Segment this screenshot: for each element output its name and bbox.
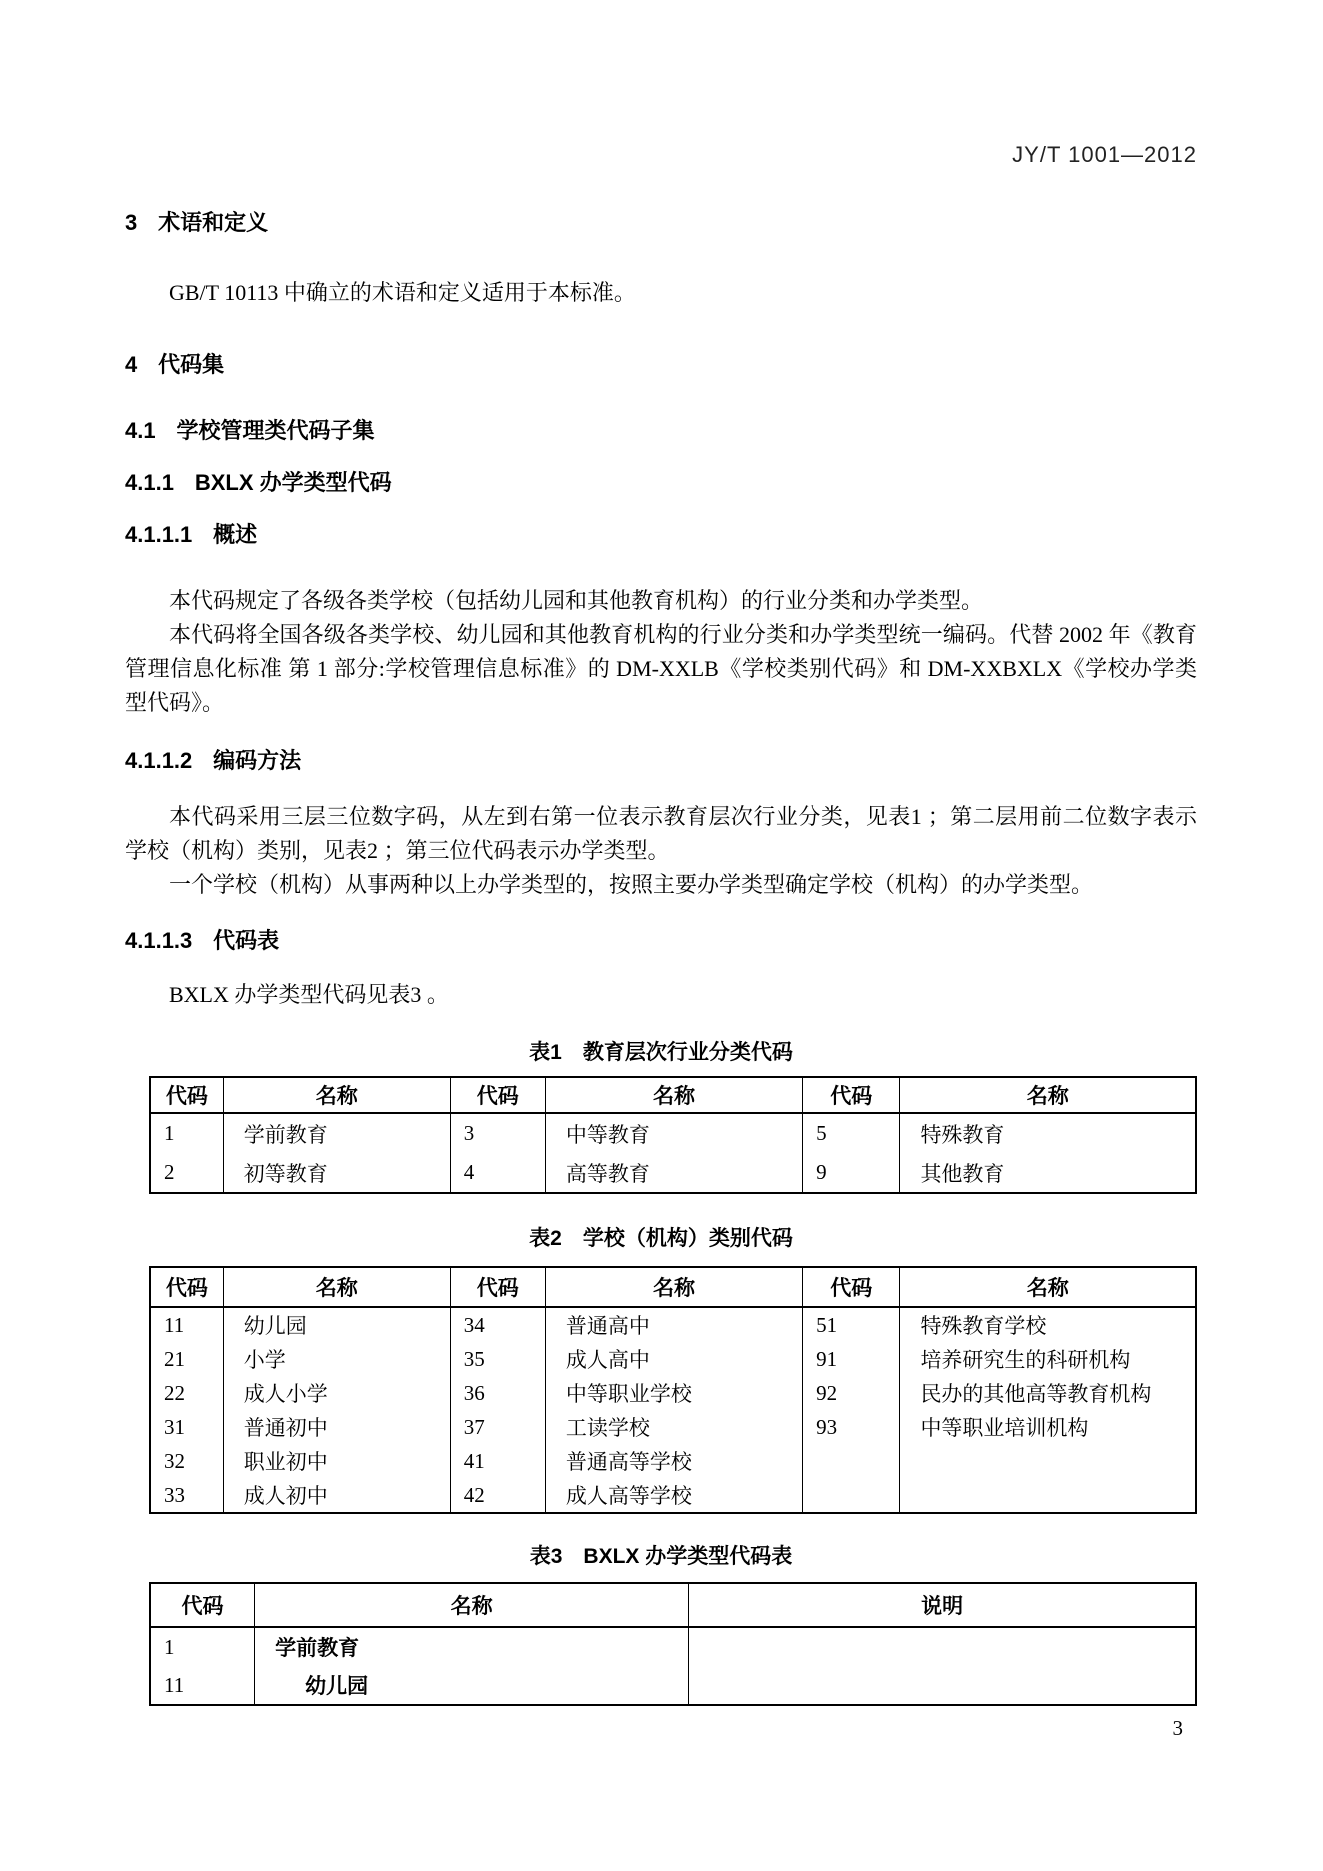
paragraph-overview-1: 本代码规定了各级各类学校（包括幼儿园和其他教育机构）的行业分类和办学类型。: [169, 588, 984, 613]
code-cell: 1: [150, 1627, 255, 1666]
code-cell: 4: [450, 1153, 545, 1193]
section-number: 4.1.1.2: [125, 748, 193, 773]
name-cell: 高等教育: [545, 1153, 802, 1193]
name-cell: 学前教育: [255, 1627, 689, 1666]
name-cell: 小学: [223, 1342, 450, 1376]
code-cell: 2: [150, 1153, 223, 1193]
name-cell: 普通初中: [223, 1410, 450, 1444]
section-title: 代码集: [158, 352, 225, 377]
column-header: 名称: [900, 1267, 1196, 1307]
section-number: 4.1.1.1: [125, 522, 193, 547]
table-row: [150, 1113, 1196, 1153]
table1-title: 教育层次行业分类代码: [582, 1041, 793, 1064]
name-cell: 民办的其他高等教育机构: [900, 1376, 1196, 1410]
column-header: 代码: [803, 1267, 900, 1307]
table-education-level-codes: [149, 1076, 1197, 1194]
column-header: 代码: [150, 1267, 223, 1307]
name-cell: 普通高等学校: [545, 1444, 802, 1478]
column-header: 名称: [545, 1267, 802, 1307]
note-cell: [689, 1627, 1196, 1666]
code-cell: 35: [450, 1342, 545, 1376]
code-cell: 91: [803, 1342, 900, 1376]
section-number: 4.1.1: [125, 470, 174, 495]
code-cell: 9: [803, 1153, 900, 1193]
name-cell: [900, 1444, 1196, 1478]
name-cell: 学前教育: [223, 1113, 450, 1153]
section-4-heading: [125, 352, 1197, 378]
section-title: 代码表: [213, 928, 280, 953]
table-row: [150, 1410, 1196, 1444]
column-header: 名称: [223, 1077, 450, 1113]
section-title: 编码方法: [213, 748, 302, 773]
table3-caption: [125, 1544, 1197, 1570]
code-cell: 34: [450, 1307, 545, 1342]
section-number: 4.1: [125, 418, 156, 443]
column-header: 名称: [900, 1077, 1196, 1113]
code-cell: 93: [803, 1410, 900, 1444]
paragraph-coding-method-2: 一个学校（机构）从事两种以上办学类型的，按照主要办学类型确定学校（机构）的办学类型。: [169, 872, 1094, 897]
code-cell: 51: [803, 1307, 900, 1342]
code-cell: 32: [150, 1444, 223, 1478]
code-cell: 1: [150, 1113, 223, 1153]
name-cell: 中等职业培训机构: [900, 1410, 1196, 1444]
code-cell: 33: [150, 1478, 223, 1513]
section-title: 术语和定义: [158, 210, 269, 235]
table2-title: 学校（机构）类别代码: [582, 1227, 793, 1250]
table-row: [150, 1666, 1196, 1705]
section-number: 3: [125, 210, 138, 235]
page-number: 3: [1172, 1716, 1183, 1740]
table-row: [150, 1627, 1196, 1666]
section-4-1-1-2-heading: [125, 748, 1197, 774]
name-cell: 工读学校: [545, 1410, 802, 1444]
name-cell: 培养研究生的科研机构: [900, 1342, 1196, 1376]
doc-code: JY/T 1001—2012: [1012, 142, 1197, 167]
code-cell: 36: [450, 1376, 545, 1410]
table-school-category-codes: [149, 1266, 1197, 1514]
code-cell: [803, 1478, 900, 1513]
section-4-1-1-heading: [125, 470, 1197, 496]
code-cell: 41: [450, 1444, 545, 1478]
column-header: 名称: [255, 1583, 689, 1627]
table3-title: BXLX 办学类型代码表: [583, 1545, 793, 1568]
section-number: 4: [125, 352, 138, 377]
table-row: [150, 1444, 1196, 1478]
code-cell: 42: [450, 1478, 545, 1513]
name-cell: 成人小学: [223, 1376, 450, 1410]
column-header: 代码: [803, 1077, 900, 1113]
table2-label: 表2: [529, 1227, 562, 1250]
section-number: 4.1.1.3: [125, 928, 193, 953]
code-cell: 11: [150, 1666, 255, 1705]
column-header: 代码: [450, 1077, 545, 1113]
name-cell: 职业初中: [223, 1444, 450, 1478]
name-cell: 特殊教育: [900, 1113, 1196, 1153]
name-cell: 中等职业学校: [545, 1376, 802, 1410]
code-cell: 3: [450, 1113, 545, 1153]
code-cell: 22: [150, 1376, 223, 1410]
section-title: 学校管理类代码子集: [176, 418, 375, 443]
name-cell: 成人高等学校: [545, 1478, 802, 1513]
section-4-1-1-1-heading: [125, 522, 1197, 548]
name-cell: 成人高中: [545, 1342, 802, 1376]
name-cell: 中等教育: [545, 1113, 802, 1153]
table-header-row: [150, 1267, 1196, 1307]
note-cell: [689, 1666, 1196, 1705]
section-3-heading: [125, 210, 1197, 236]
table3-label: 表3: [529, 1545, 563, 1568]
table-header-row: [150, 1077, 1196, 1113]
code-cell: 92: [803, 1376, 900, 1410]
table-header-row: [150, 1583, 1196, 1627]
table-row: [150, 1307, 1196, 1342]
column-header: 代码: [450, 1267, 545, 1307]
table-row: [150, 1342, 1196, 1376]
name-cell: 特殊教育学校: [900, 1307, 1196, 1342]
table-row: [150, 1376, 1196, 1410]
column-header: 代码: [150, 1583, 255, 1627]
paragraph-code-table-ref: BXLX 办学类型代码见表3 。: [169, 982, 449, 1007]
code-cell: 37: [450, 1410, 545, 1444]
section-4-1-1-3-heading: [125, 928, 1197, 954]
column-header: 名称: [545, 1077, 802, 1113]
column-header: 名称: [223, 1267, 450, 1307]
name-cell: 幼儿园: [255, 1666, 689, 1705]
section-title: 概述: [213, 522, 258, 547]
table1-label: 表1: [529, 1041, 562, 1064]
table-row: [150, 1478, 1196, 1513]
paragraph-terms: GB/T 10113 中确立的术语和定义适用于本标准。: [169, 280, 636, 305]
code-cell: 21: [150, 1342, 223, 1376]
paragraph-coding-method-1: 本代码采用三层三位数字码，从左到右第一位表示教育层次行业分类，见表1 ；第二层用前二位数字表示学校（机构）类别，见表2 ；第三位代码表示办学类型。: [125, 804, 1197, 863]
name-cell: 其他教育: [900, 1153, 1196, 1193]
name-cell: 普通高中: [545, 1307, 802, 1342]
table-bxlx-type-codes: [149, 1582, 1197, 1706]
name-cell: [900, 1478, 1196, 1513]
column-header: 说明: [689, 1583, 1196, 1627]
code-cell: 31: [150, 1410, 223, 1444]
paragraph-overview-2: 本代码将全国各级各类学校、幼儿园和其他教育机构的行业分类和办学类型统一编码。代替 2002 年《教育管理信息化标准 第 1 部分:学校管理信息标准》的 DM-XXLB《学校类别代码》和 DM-XXBXLX《学校办学类型代码》。: [125, 622, 1197, 715]
column-header: 代码: [150, 1077, 223, 1113]
table1-caption: [125, 1040, 1197, 1066]
table-row: [150, 1153, 1196, 1193]
code-cell: 5: [803, 1113, 900, 1153]
code-cell: 11: [150, 1307, 223, 1342]
name-cell: 幼儿园: [223, 1307, 450, 1342]
table2-caption: [125, 1226, 1197, 1252]
section-title: BXLX 办学类型代码: [194, 470, 392, 495]
name-cell: 初等教育: [223, 1153, 450, 1193]
section-4-1-heading: [125, 418, 1197, 444]
name-cell: 成人初中: [223, 1478, 450, 1513]
code-cell: [803, 1444, 900, 1478]
